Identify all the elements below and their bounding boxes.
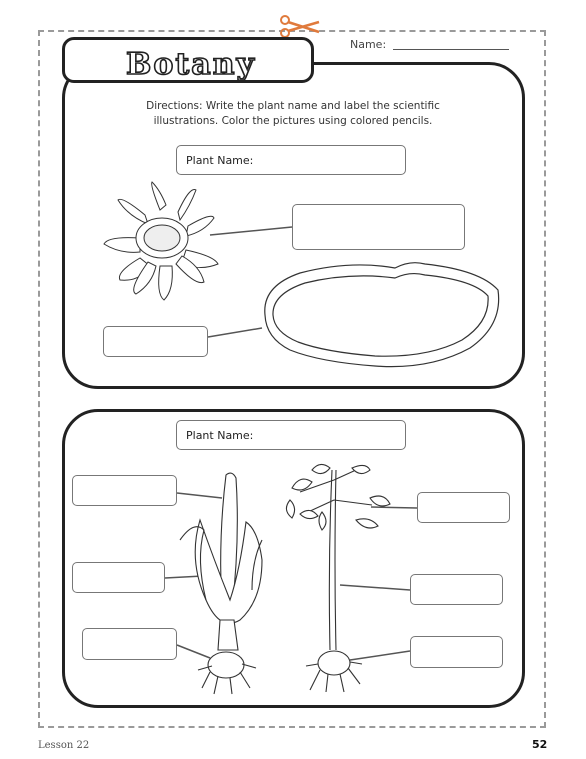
lily-pad-illustration — [265, 263, 499, 367]
corpse-flower-leaf-plant-illustration — [286, 464, 390, 692]
title-banner — [62, 37, 314, 83]
water-lily-flower-illustration — [104, 182, 218, 300]
plant-name-label: Plant Name: — [186, 429, 254, 442]
name-label: Name: — [350, 38, 387, 51]
page-title: Botany — [126, 47, 256, 82]
page-number: 52 — [532, 738, 548, 751]
lesson-label: Lesson 22 — [38, 740, 90, 751]
corpse-flower-illustration — [180, 473, 262, 694]
directions-text: Directions: Write the plant name and label the scientific illustrations. Color the pictures using colored pencils. — [146, 100, 440, 127]
title-svg — [65, 40, 317, 86]
plant-name-label: Plant Name: — [186, 154, 254, 167]
